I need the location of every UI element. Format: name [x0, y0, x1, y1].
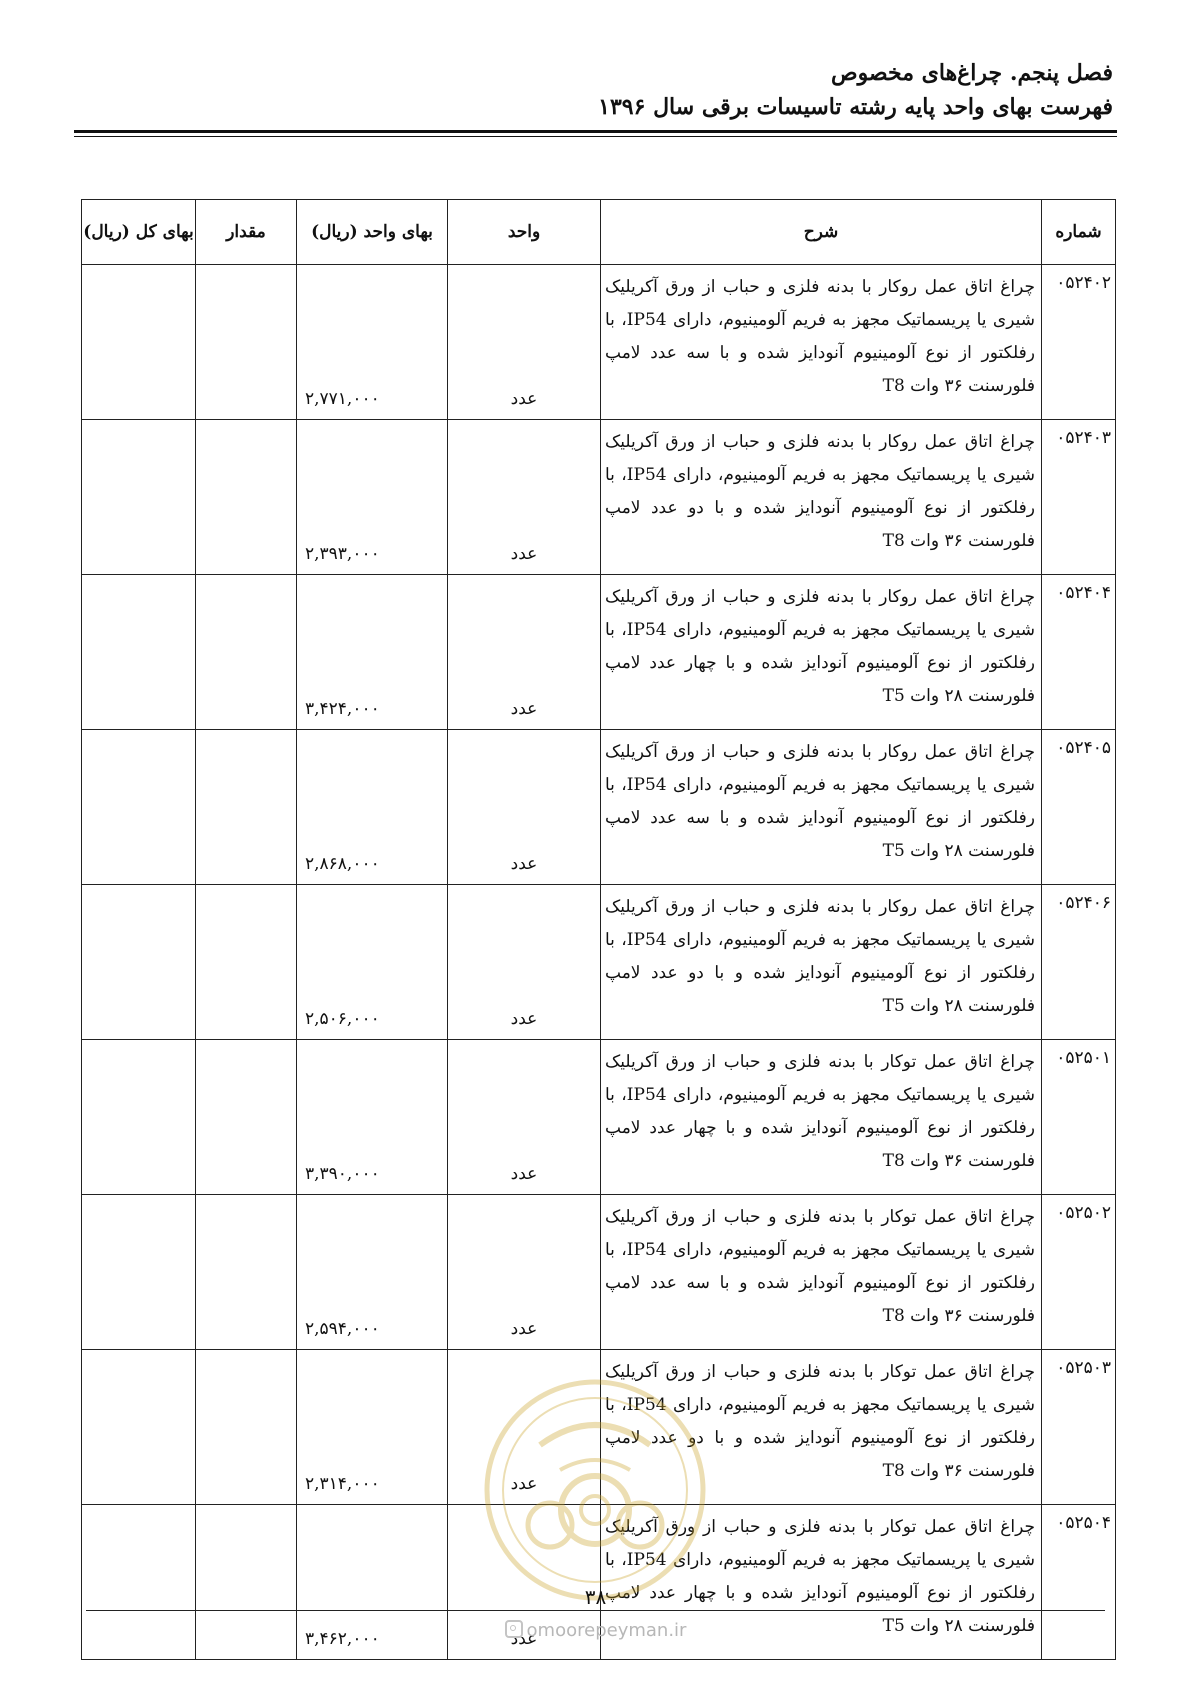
item-total-price[interactable]: [82, 1195, 196, 1350]
item-description: چراغ اتاق عمل توکار با بدنه فلزی و حباب از ورق آکریلیک شیری یا پریسماتیک مجهز به فریم آلومینیوم، دارای IP54، با رفلکتور از نوع آلومینیوم آنودایز شده و با دو عدد لامپ فلورسنت ۳۶ وات T8: [601, 1350, 1042, 1505]
item-unit: عدد: [448, 1040, 601, 1195]
footer-website-label[interactable]: omoorepeyman.ir: [526, 1620, 687, 1641]
footer-website[interactable]: [0, 1620, 1191, 1641]
item-quantity[interactable]: [196, 1350, 297, 1505]
item-total-price[interactable]: [82, 420, 196, 575]
item-total-price[interactable]: [82, 1350, 196, 1505]
table-row: [82, 575, 1116, 730]
item-unit: عدد: [448, 265, 601, 420]
table-row: [82, 265, 1116, 420]
item-description: چراغ اتاق عمل توکار با بدنه فلزی و حباب از ورق آکریلیک شیری یا پریسماتیک مجهز به فریم آلومینیوم، دارای IP54، با رفلکتور از نوع آلومینیوم آنودایز شده و با چهار عدد لامپ فلورسنت ۲۸ وات T5: [601, 1505, 1042, 1660]
item-unit-price: ۲,۳۹۳,۰۰۰: [297, 420, 448, 575]
item-description: چراغ اتاق عمل روکار با بدنه فلزی و حباب از ورق آکریلیک شیری یا پریسماتیک مجهز به فریم آلومینیوم، دارای IP54، با رفلکتور از نوع آلومینیوم آنودایز شده و با سه عدد لامپ فلورسنت ۳۶ وات T8: [601, 265, 1042, 420]
table-row: [82, 885, 1116, 1040]
item-unit-price: ۳,۴۲۴,۰۰۰: [297, 575, 448, 730]
item-number: ۰۵۲۴۰۶: [1042, 885, 1116, 1040]
item-quantity[interactable]: [196, 420, 297, 575]
column-header-unit: واحد: [448, 200, 601, 265]
item-description: چراغ اتاق عمل روکار با بدنه فلزی و حباب از ورق آکریلیک شیری یا پریسماتیک مجهز به فریم آلومینیوم، دارای IP54، با رفلکتور از نوع آلومینیوم آنودایز شده و با دو عدد لامپ فلورسنت ۲۸ وات T5: [601, 885, 1042, 1040]
item-unit-price: ۳,۳۹۰,۰۰۰: [297, 1040, 448, 1195]
price-table: [81, 199, 1116, 1660]
item-unit: عدد: [448, 730, 601, 885]
item-number: ۰۵۲۴۰۳: [1042, 420, 1116, 575]
header-divider-thin: [74, 136, 1117, 137]
item-unit-price: ۲,۵۰۶,۰۰۰: [297, 885, 448, 1040]
item-number: ۰۵۲۴۰۴: [1042, 575, 1116, 730]
item-description: چراغ اتاق عمل توکار با بدنه فلزی و حباب از ورق آکریلیک شیری یا پریسماتیک مجهز به فریم آلومینیوم، دارای IP54، با رفلکتور از نوع آلومینیوم آنودایز شده و با چهار عدد لامپ فلورسنت ۳۶ وات T8: [601, 1040, 1042, 1195]
item-unit: عدد: [448, 885, 601, 1040]
item-number: ۰۵۲۵۰۲: [1042, 1195, 1116, 1350]
item-quantity[interactable]: [196, 885, 297, 1040]
header-divider-thick: [74, 130, 1117, 133]
item-unit-price: ۳,۴۶۲,۰۰۰: [297, 1505, 448, 1660]
item-quantity[interactable]: [196, 1195, 297, 1350]
table-row: [82, 1350, 1116, 1505]
item-unit: عدد: [448, 420, 601, 575]
table-header-row: [82, 200, 1116, 265]
price-list-title: فهرست بهای واحد پایه رشته تاسیسات برقی سال ۱۳۹۶: [598, 94, 1113, 120]
item-unit: عدد: [448, 575, 601, 730]
item-description: چراغ اتاق عمل روکار با بدنه فلزی و حباب از ورق آکریلیک شیری یا پریسماتیک مجهز به فریم آلومینیوم، دارای IP54، با رفلکتور از نوع آلومینیوم آنودایز شده و با سه عدد لامپ فلورسنت ۲۸ وات T5: [601, 730, 1042, 885]
table-row: [82, 1040, 1116, 1195]
item-unit: عدد: [448, 1505, 601, 1660]
item-unit: عدد: [448, 1350, 601, 1505]
item-quantity[interactable]: [196, 730, 297, 885]
chapter-title: فصل پنجم. چراغ‌های مخصوص: [830, 60, 1113, 86]
item-total-price[interactable]: [82, 265, 196, 420]
column-header-description: شرح: [601, 200, 1042, 265]
table-row: [82, 730, 1116, 885]
item-total-price[interactable]: [82, 575, 196, 730]
item-description: چراغ اتاق عمل توکار با بدنه فلزی و حباب از ورق آکریلیک شیری یا پریسماتیک مجهز به فریم آلومینیوم، دارای IP54، با رفلکتور از نوع آلومینیوم آنودایز شده و با سه عدد لامپ فلورسنت ۳۶ وات T8: [601, 1195, 1042, 1350]
item-unit-price: ۲,۵۹۴,۰۰۰: [297, 1195, 448, 1350]
instagram-icon: [505, 1620, 523, 1638]
item-description: چراغ اتاق عمل روکار با بدنه فلزی و حباب از ورق آکریلیک شیری یا پریسماتیک مجهز به فریم آلومینیوم، دارای IP54، با رفلکتور از نوع آلومینیوم آنودایز شده و با دو عدد لامپ فلورسنت ۳۶ وات T8: [601, 420, 1042, 575]
item-quantity[interactable]: [196, 265, 297, 420]
item-number: ۰۵۲۵۰۴: [1042, 1505, 1116, 1660]
table-row: [82, 1195, 1116, 1350]
item-unit-price: ۲,۳۱۴,۰۰۰: [297, 1350, 448, 1505]
item-description: چراغ اتاق عمل روکار با بدنه فلزی و حباب از ورق آکریلیک شیری یا پریسماتیک مجهز به فریم آلومینیوم، دارای IP54، با رفلکتور از نوع آلومینیوم آنودایز شده و با چهار عدد لامپ فلورسنت ۲۸ وات T5: [601, 575, 1042, 730]
footer-divider: [86, 1610, 1105, 1611]
item-number: ۰۵۲۵۰۳: [1042, 1350, 1116, 1505]
column-header-unit-price: بهای واحد (ریال): [297, 200, 448, 265]
item-unit-price: ۲,۸۶۸,۰۰۰: [297, 730, 448, 885]
item-quantity[interactable]: [196, 575, 297, 730]
page-header: [78, 56, 1113, 124]
item-quantity[interactable]: [196, 1040, 297, 1195]
column-header-quantity: مقدار: [196, 200, 297, 265]
item-number: ۰۵۲۴۰۵: [1042, 730, 1116, 885]
item-total-price[interactable]: [82, 730, 196, 885]
item-unit-price: ۲,۷۷۱,۰۰۰: [297, 265, 448, 420]
item-total-price[interactable]: [82, 1040, 196, 1195]
item-number: ۰۵۲۵۰۱: [1042, 1040, 1116, 1195]
page-number: ۳۸: [584, 1585, 607, 1609]
column-header-number: شماره: [1042, 200, 1116, 265]
table-row: [82, 420, 1116, 575]
column-header-total-price: بهای کل (ریال): [82, 200, 196, 265]
item-unit: عدد: [448, 1195, 601, 1350]
item-number: ۰۵۲۴۰۲: [1042, 265, 1116, 420]
item-total-price[interactable]: [82, 885, 196, 1040]
